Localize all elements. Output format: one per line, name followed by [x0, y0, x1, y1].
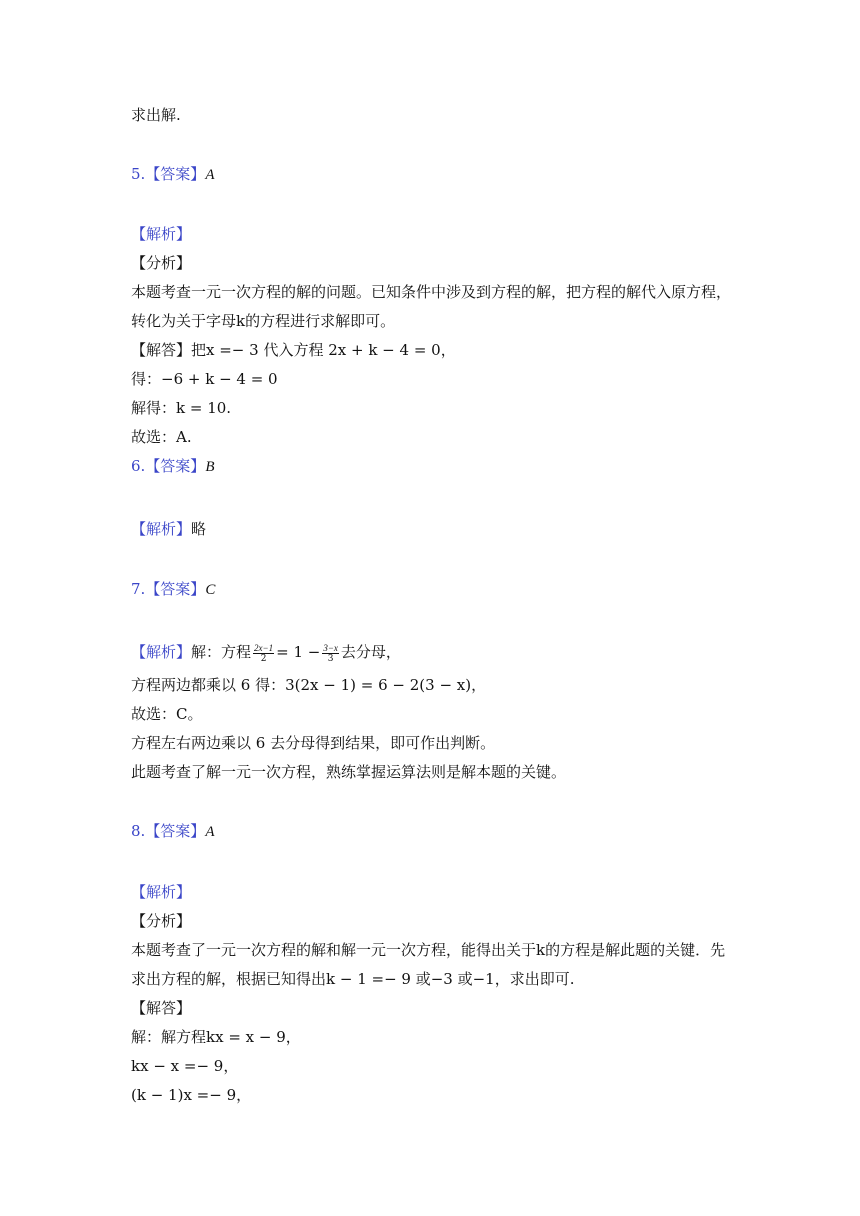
text-line: 解：解方程kx = x − 9， — [131, 1028, 301, 1046]
text-line: 方程两边都乘以 6 得：3(2x − 1) = 6 − 2(3 − x)， — [131, 676, 487, 694]
analysis-line-7 — [131, 641, 401, 664]
text-line: kx − x =− 9， — [131, 1057, 239, 1075]
text-line: 故选：C。 — [131, 705, 203, 723]
answer-value: C — [205, 582, 216, 598]
section-label: 【解答】 — [131, 999, 192, 1017]
answer-heading-7 — [131, 578, 215, 601]
analysis-label: 【解析】 — [131, 520, 192, 538]
text-line: 此题考查了解一元一次方程，熟练掌握运算法则是解本题的关键。 — [131, 763, 567, 781]
answer-label: 5.【答案】 — [131, 165, 206, 183]
section-label: 【分析】 — [131, 254, 192, 272]
text-line: (k − 1)x =− 9， — [131, 1086, 252, 1104]
answer-label: 6.【答案】 — [131, 457, 206, 475]
analysis-line-6 — [131, 518, 206, 540]
analysis-label: 【解析】 — [131, 225, 192, 243]
text-line: 本题考查一元一次方程的解的问题。已知条件中涉及到方程的解，把方程的解代入原方程， — [131, 283, 732, 301]
text-line: 故选：A. — [131, 428, 192, 446]
text-line: 转化为关于字母k的方程进行求解即可。 — [131, 312, 396, 330]
text-segment: 解：方程 — [191, 643, 252, 661]
analysis-label: 【解析】 — [131, 643, 192, 661]
fraction — [253, 643, 274, 664]
text-line: 本题考查了一元一次方程的解和解一元一次方程，能得出关于k的方程是解此题的关键．先 — [131, 941, 726, 959]
fraction-numerator: 3−x — [323, 642, 338, 653]
text-line: 求出方程的解，根据已知得出k − 1 =− 9 或−3 或−1，求出即可. — [131, 970, 575, 988]
answer-heading-5 — [131, 163, 214, 186]
analysis-text: 略 — [191, 520, 207, 538]
answer-label: 7.【答案】 — [131, 580, 206, 598]
answer-heading-8 — [131, 820, 214, 843]
fraction-denominator: 2 — [260, 653, 267, 664]
text-line: 解得：k = 10. — [131, 399, 232, 417]
answer-label: 8.【答案】 — [131, 822, 206, 840]
fraction-numerator: 2x−1 — [254, 642, 274, 653]
text-line: 求出解. — [131, 106, 181, 124]
text-segment: 去分母， — [340, 643, 401, 661]
section-label: 【分析】 — [131, 912, 192, 930]
text-line: 【解答】把x =− 3 代入方程 2x + k − 4 = 0， — [131, 341, 456, 359]
answer-value: B — [205, 459, 215, 475]
text-line: 得：−6 + k − 4 = 0 — [131, 370, 278, 388]
analysis-label: 【解析】 — [131, 883, 192, 901]
answer-value: A — [205, 824, 215, 840]
answer-value: A — [205, 167, 215, 183]
fraction-denominator: 3 — [327, 653, 334, 664]
fraction — [322, 643, 339, 664]
text-segment: = 1 − — [276, 643, 321, 661]
text-line: 方程左右两边乘以 6 去分母得到结果，即可作出判断。 — [131, 734, 496, 752]
answer-heading-6 — [131, 455, 214, 478]
